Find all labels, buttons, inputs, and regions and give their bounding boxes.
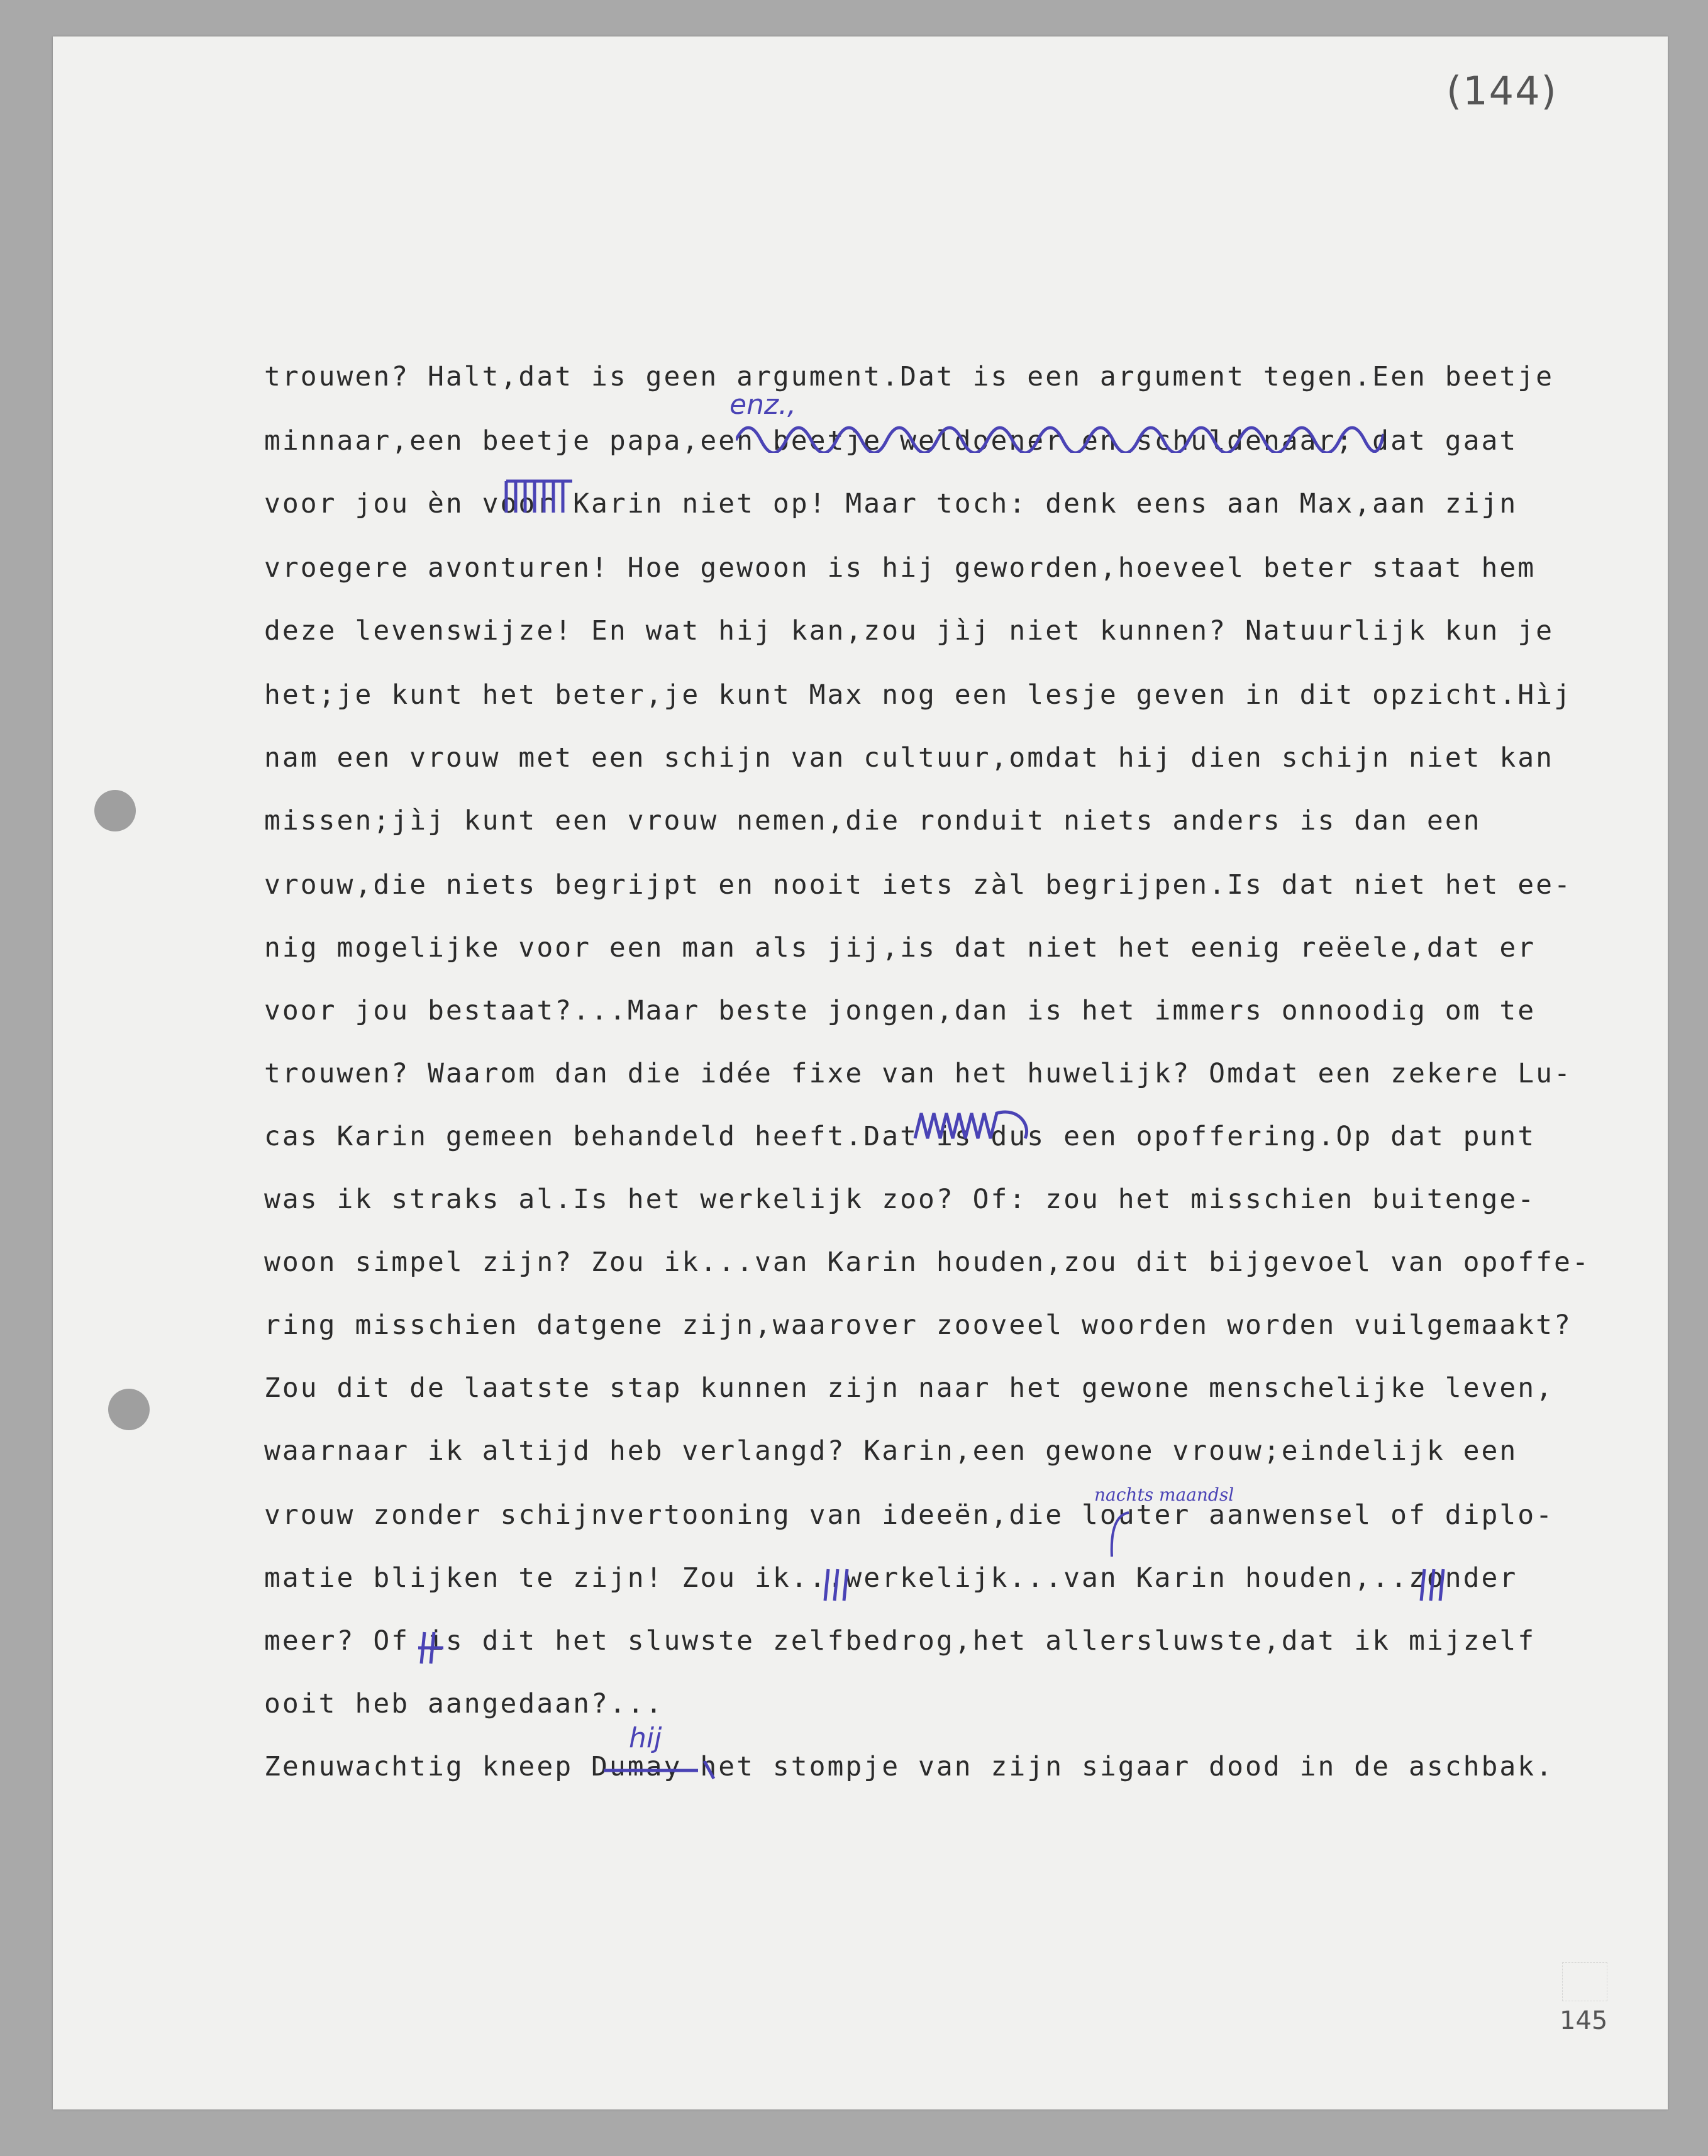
text-line: vroegere avonturen! Hoe gewoon is hij geworden,hoeveel beter staat hem [264, 552, 1536, 584]
text-line: vrouw,die niets begrijpt en nooit iets zàl begrijpen.Is dat niet het ee- [264, 869, 1572, 901]
text-line: ooit heb aangedaan?... [264, 1688, 664, 1720]
text-line: voor jou bestaat?...Maar beste jongen,dan is het immers onnoodig om te [264, 995, 1536, 1026]
handwritten-insert-hij: hij [629, 1722, 662, 1754]
text-line: deze levenswijze! En wat hij kan,zou jìj niet kunnen? Natuurlijk kun je [264, 615, 1555, 647]
handwritten-insert-nacht: nachts maandsl [1094, 1484, 1234, 1505]
archive-stamp [1562, 1962, 1607, 2001]
deletion-mark-of [415, 1629, 453, 1667]
text-line: nig mogelijke voor een man als jij,is dat niet het eenig reëele,dat er [264, 932, 1536, 964]
text-line: Zenuwachtig kneep Dumay het stompje van zijn sigaar dood in de aschbak. [264, 1751, 1555, 1782]
deletion-mark-houden [1415, 1566, 1453, 1604]
text-line: woon simpel zijn? Zou ik...van Karin houden,zou dit bijgevoel van opoffe- [264, 1247, 1590, 1278]
text-line: nam een vrouw met een schijn van cultuur,omdat hij dien schijn niet kan [264, 742, 1555, 774]
text-line: matie blijken te zijn! Zou ik...werkelijk...van Karin houden,..zonder [264, 1562, 1518, 1594]
strikethrough-wave [736, 415, 1384, 453]
text-line: voor jou èn voor Karin niet op! Maar toch: denk eens aan Max,aan zijn [264, 488, 1518, 520]
insert-bracket [1107, 1509, 1132, 1560]
text-line: was ik straks al.Is het werkelijk zoo? Of: zou het misschien buitenge- [264, 1184, 1536, 1215]
punch-hole-top [94, 790, 136, 831]
footer-page-number: 145 [1560, 2006, 1608, 2035]
text-line: het;je kunt het beter,je kunt Max nog een lesje geven in dit opzicht.Hìj [264, 679, 1572, 711]
strikethrough-dumay [604, 1761, 717, 1780]
text-line: ring misschien datgene zijn,waarover zooveel woorden worden vuilgemaakt? [264, 1309, 1572, 1341]
handwritten-insert-enz: enz., [729, 389, 797, 421]
text-line: Zou dit de laatste stap kunnen zijn naar het gewone menschelijke leven, [264, 1372, 1555, 1404]
text-line: meer? Of is dit het sluwste zelfbedrog,het allersluwste,dat ik mijzelf [264, 1625, 1536, 1657]
page-number: (144) [1446, 68, 1558, 114]
text-line: cas Karin gemeen behandeld heeft.Dat is dus een opoffering.Op dat punt [264, 1121, 1536, 1152]
text-line: minnaar,een beetje papa,een beetje weldoener en schuldenaar; dat gaat [264, 425, 1518, 457]
strikethrough-voor [503, 478, 591, 516]
text-line: trouwen? Waarom dan die idée fixe van het huwelijk? Omdat een zekere Lu- [264, 1058, 1572, 1089]
strikethrough-dat-is [912, 1107, 1044, 1145]
text-line: vrouw zonder schijnvertooning van ideeën,die louter aanwensel of diplo- [264, 1499, 1555, 1531]
text-line: waarnaar ik altijd heb verlangd? Karin,een gewone vrouw;eindelijk een [264, 1435, 1518, 1467]
punch-hole-bottom [108, 1389, 150, 1430]
text-line: trouwen? Halt,dat is geen argument.Dat is een argument tegen.Een beetje [264, 361, 1555, 392]
text-line: missen;jìj kunt een vrouw nemen,die ronduit niets anders is dan een [264, 805, 1482, 836]
deletion-mark-ik [819, 1566, 857, 1604]
